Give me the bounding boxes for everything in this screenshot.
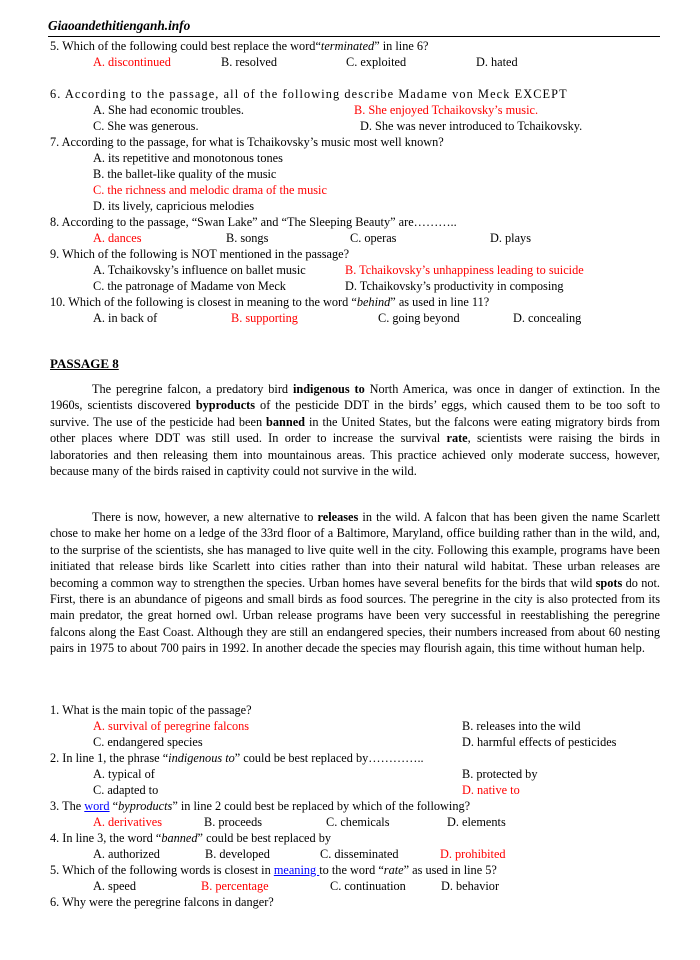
q7-option-a: A. its repetitive and monotonous tones [93,151,283,165]
p8-q2-option-d: D. native to [462,783,520,797]
p8-q2-option-b: B. protected by [462,767,538,781]
q10-option-a: A. in back of [93,311,158,325]
p8-q5-option-d: D. behavior [441,879,500,893]
q7-option-c: C. the richness and melodic drama of the music [93,183,327,197]
p8-question-4-stem: 4. In line 3, the word “banned” could be best replaced by [50,831,332,845]
question-9-stem: 9. Which of the following is NOT mentioned in the passage? [50,247,350,261]
q10-option-c: C. going beyond [378,311,460,325]
passage-paragraph-2: There is now, however, a new alternative to releases in the wild. A falcon that has been given the name Scarlett chose to make her home on a ledge of the 33rd floor of a Baltimore, Maryland, office building rather than in the wild, and, to the surprise of the scientists, she has managed to live quite well in the city. Following this example, programs have been initiated that release birds like Scarlett into cities rather than into their natural wild habitat. These urban releases are becoming a common way to strengthen the species. Urban homes have several benefits for the birds that wild spots do not. First, there is an abundance of pigeons and small birds as food sources. The peregrine in the city is also protected from its main predator, the great horned owl. Urban release programs have been very successful in reestablishing the peregrine falcons along the East Coast. Although they are still an endangered species, their numbers increased from about 60 nesting pairs in 1975 to about 700 pairs in 1992. In another decade the species may flourish again, this time without human help. [50,510,661,656]
p8-q2-option-a: A. typical of [93,767,155,781]
p8-q3-option-a: A. derivatives [93,815,162,829]
q8-option-d: D. plays [490,231,531,245]
q5-option-d: D. hated [476,55,518,69]
q7-option-d: D. its lively, capricious melodies [93,199,255,213]
p8-q5-option-c: C. continuation [330,879,406,893]
q8-option-c: C. operas [350,231,397,245]
q6-option-a: A. She had economic troubles. [93,103,244,117]
q6-option-d: D. She was never introduced to Tchaikovsky. [360,119,583,133]
word-link[interactable]: word [84,799,110,813]
p8-question-2-stem: 2. In line 1, the phrase “indigenous to” could be best replaced by………….. [50,751,424,765]
q8-option-a: A. dances [93,231,142,245]
p8-q4-option-c: C. disseminated [320,847,399,861]
site-header: Giaoandethitienganh.info [48,18,191,33]
p8-q3-option-b: B. proceeds [204,815,263,829]
p8-q1-option-a: A. survival of peregrine falcons [93,719,250,733]
p8-q4-option-d: D. prohibited [440,847,506,861]
q9-option-a: A. Tchaikovsky’s influence on ballet music [93,263,306,277]
p8-q5-option-a: A. speed [93,879,137,893]
q9-option-b: B. Tchaikovsky’s unhappiness leading to suicide [345,263,584,277]
p8-q4-option-a: A. authorized [93,847,160,861]
q9-option-c: C. the patronage of Madame von Meck [93,279,286,293]
meaning-link[interactable]: meaning [273,863,320,877]
p8-q5-option-b: B. percentage [201,879,269,893]
q7-option-b: B. the ballet-like quality of the music [93,167,277,181]
question-8-stem: 8. According to the passage, “Swan Lake” and “The Sleeping Beauty” are……….. [50,215,457,229]
q5-option-a: A. discontinued [93,55,171,69]
q6-option-c: C. She was generous. [93,119,199,133]
p8-question-3-stem: 3. The word “byproducts” in line 2 could best be replaced by which of the following? [50,799,471,813]
p8-q1-option-b: B. releases into the wild [462,719,581,733]
question-6-stem: 6. According to the passage, all of the following describe Madame von Meck EXCEPT [50,87,568,101]
question-10-stem: 10. Which of the following is closest in meaning to the word “behind” as used in line 11? [50,295,490,309]
question-5-stem: 5. Which of the following could best replace the word“terminated” in line 6? [50,39,429,53]
passage-paragraph-1: The peregrine falcon, a predatory bird indigenous to North America, was once in danger of extinction. In the 1960s, scientists discovered byproducts of the pesticide DDT in the birds’ eggs, which caused them to be too soft to survive. The use of the pesticide had been banned in the United States, but the falcons were eating migratory birds from other places where DDT was still used. In order to increase the survival rate, scientists were raising the birds in laboratories and then releasing them into mountainous areas. This practice achieved only moderate success, however, because many of the birds raised in captivity could not survive in the wild. [50,382,661,479]
passage-title: PASSAGE 8 [50,356,119,371]
q6-option-b: B. She enjoyed Tchaikovsky’s music. [354,103,539,117]
p8-q1-option-d: D. harmful effects of pesticides [462,735,617,749]
q5-option-b: B. resolved [221,55,278,69]
p8-question-5-stem: 5. Which of the following words is closest in meaning to the word “rate” as used in line 5? [50,863,497,877]
q10-option-b: B. supporting [231,311,298,325]
q9-option-d: D. Tchaikovsky’s productivity in composing [345,279,564,293]
question-7-stem: 7. According to the passage, for what is Tchaikovsky’s music most well known? [50,135,444,149]
q10-option-d: D. concealing [513,311,582,325]
header-divider [48,36,660,37]
p8-question-6-stem: 6. Why were the peregrine falcons in danger? [50,895,274,909]
p8-q1-option-c: C. endangered species [93,735,203,749]
q5-option-c: C. exploited [346,55,407,69]
p8-question-1-stem: 1. What is the main topic of the passage? [50,703,252,717]
p8-q2-option-c: C. adapted to [93,783,159,797]
p8-q4-option-b: B. developed [205,847,270,861]
q8-option-b: B. songs [226,231,269,245]
p8-q3-option-d: D. elements [447,815,506,829]
p8-q3-option-c: C. chemicals [326,815,390,829]
